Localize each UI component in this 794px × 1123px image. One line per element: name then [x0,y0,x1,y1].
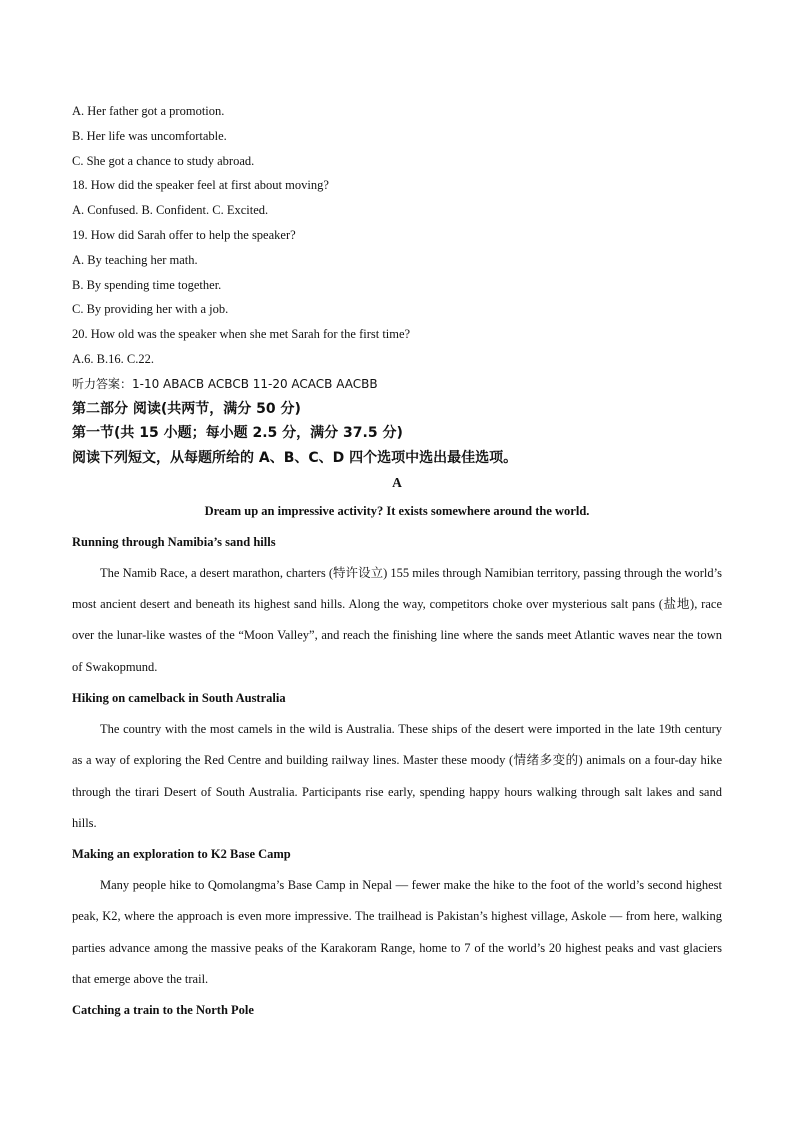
listening-answers: 听力答案：1-10 ABACB ACBCB 11-20 ACACB AACBB [72,376,378,391]
part-title: 第二部分 阅读(共两节，满分 50 分) [72,400,301,417]
option-a-line: A. Her father got a promotion. [72,104,225,118]
option-b-line: B. Her life was uncomfortable. [72,128,227,143]
question-19-option-b: B. By spending time together. [72,277,222,292]
question-18: 18. How did the speaker feel at first about moving? [72,178,329,193]
section-heading-namibia: Running through Namibia’s sand hills [72,534,276,549]
document-page [72,99,722,1026]
option-c-line: C. She got a chance to study abroad. [72,153,255,168]
section-title: 第一节(共 15 小题；每小题 2.5 分，满分 37.5 分) [72,425,403,442]
question-18-options: A. Confused. B. Confident. C. Excited. [72,203,269,218]
question-19-option-c: C. By providing her with a job. [72,302,229,317]
section-heading-k2: Making an exploration to K2 Base Camp [72,847,291,862]
paragraph-k2: Many people hike to Qomolangma’s Base Camp in Nepal — fewer make the hike to the foot of the world’s second highest peak, K2, where the approach is even more impressive. The trailhead is Pakistan’s highest village, Askole — from here, walking parties advance among the massive peaks of the Karakoram Range, home to 7 of the world’s 20 highest peaks and vast glaciers that emerge above the trail. [72,878,722,987]
passage-letter: A [392,474,402,490]
paragraph-namibia: The Namib Race, a desert marathon, charters (特许设立) 155 miles through Namibian territory, passing through the world’s most ancient desert and beneath its highest sand hills. Along the way, competitors choke over mysterious salt pans (盐地), race over the lunar-like wastes of the “Moon Valley”, and reach the finishing line where the sands meet Atlantic waves near the town of Swakopmund. [72,565,722,674]
question-19: 19. How did Sarah offer to help the speaker? [72,227,296,242]
paragraph-camel: The country with the most camels in the wild is Australia. These ships of the desert were imported in the late 19th century as a way of exploring the Red Centre and building railway lines. Master these moody (情绪多变的) animals on a four-day hike through the tirari Desert of South Australia. Participants rise early, spending happy hours walking through salt lakes and sand hills. [72,721,722,830]
instruction: 阅读下列短文，从每题所给的 A、B、C、D 四个选项中选出最佳选项。 [72,450,518,467]
question-19-option-a: A. By teaching her math. [72,252,198,267]
section-heading-camel: Hiking on camelback in South Australia [72,690,286,705]
question-20: 20. How old was the speaker when she met Sarah for the first time? [72,327,411,342]
passage-title: Dream up an impressive activity? It exists somewhere around the world. [204,503,590,518]
question-20-options: A.6. B.16. C.22. [72,351,154,366]
section-heading-north-pole: Catching a train to the North Pole [72,1003,254,1018]
